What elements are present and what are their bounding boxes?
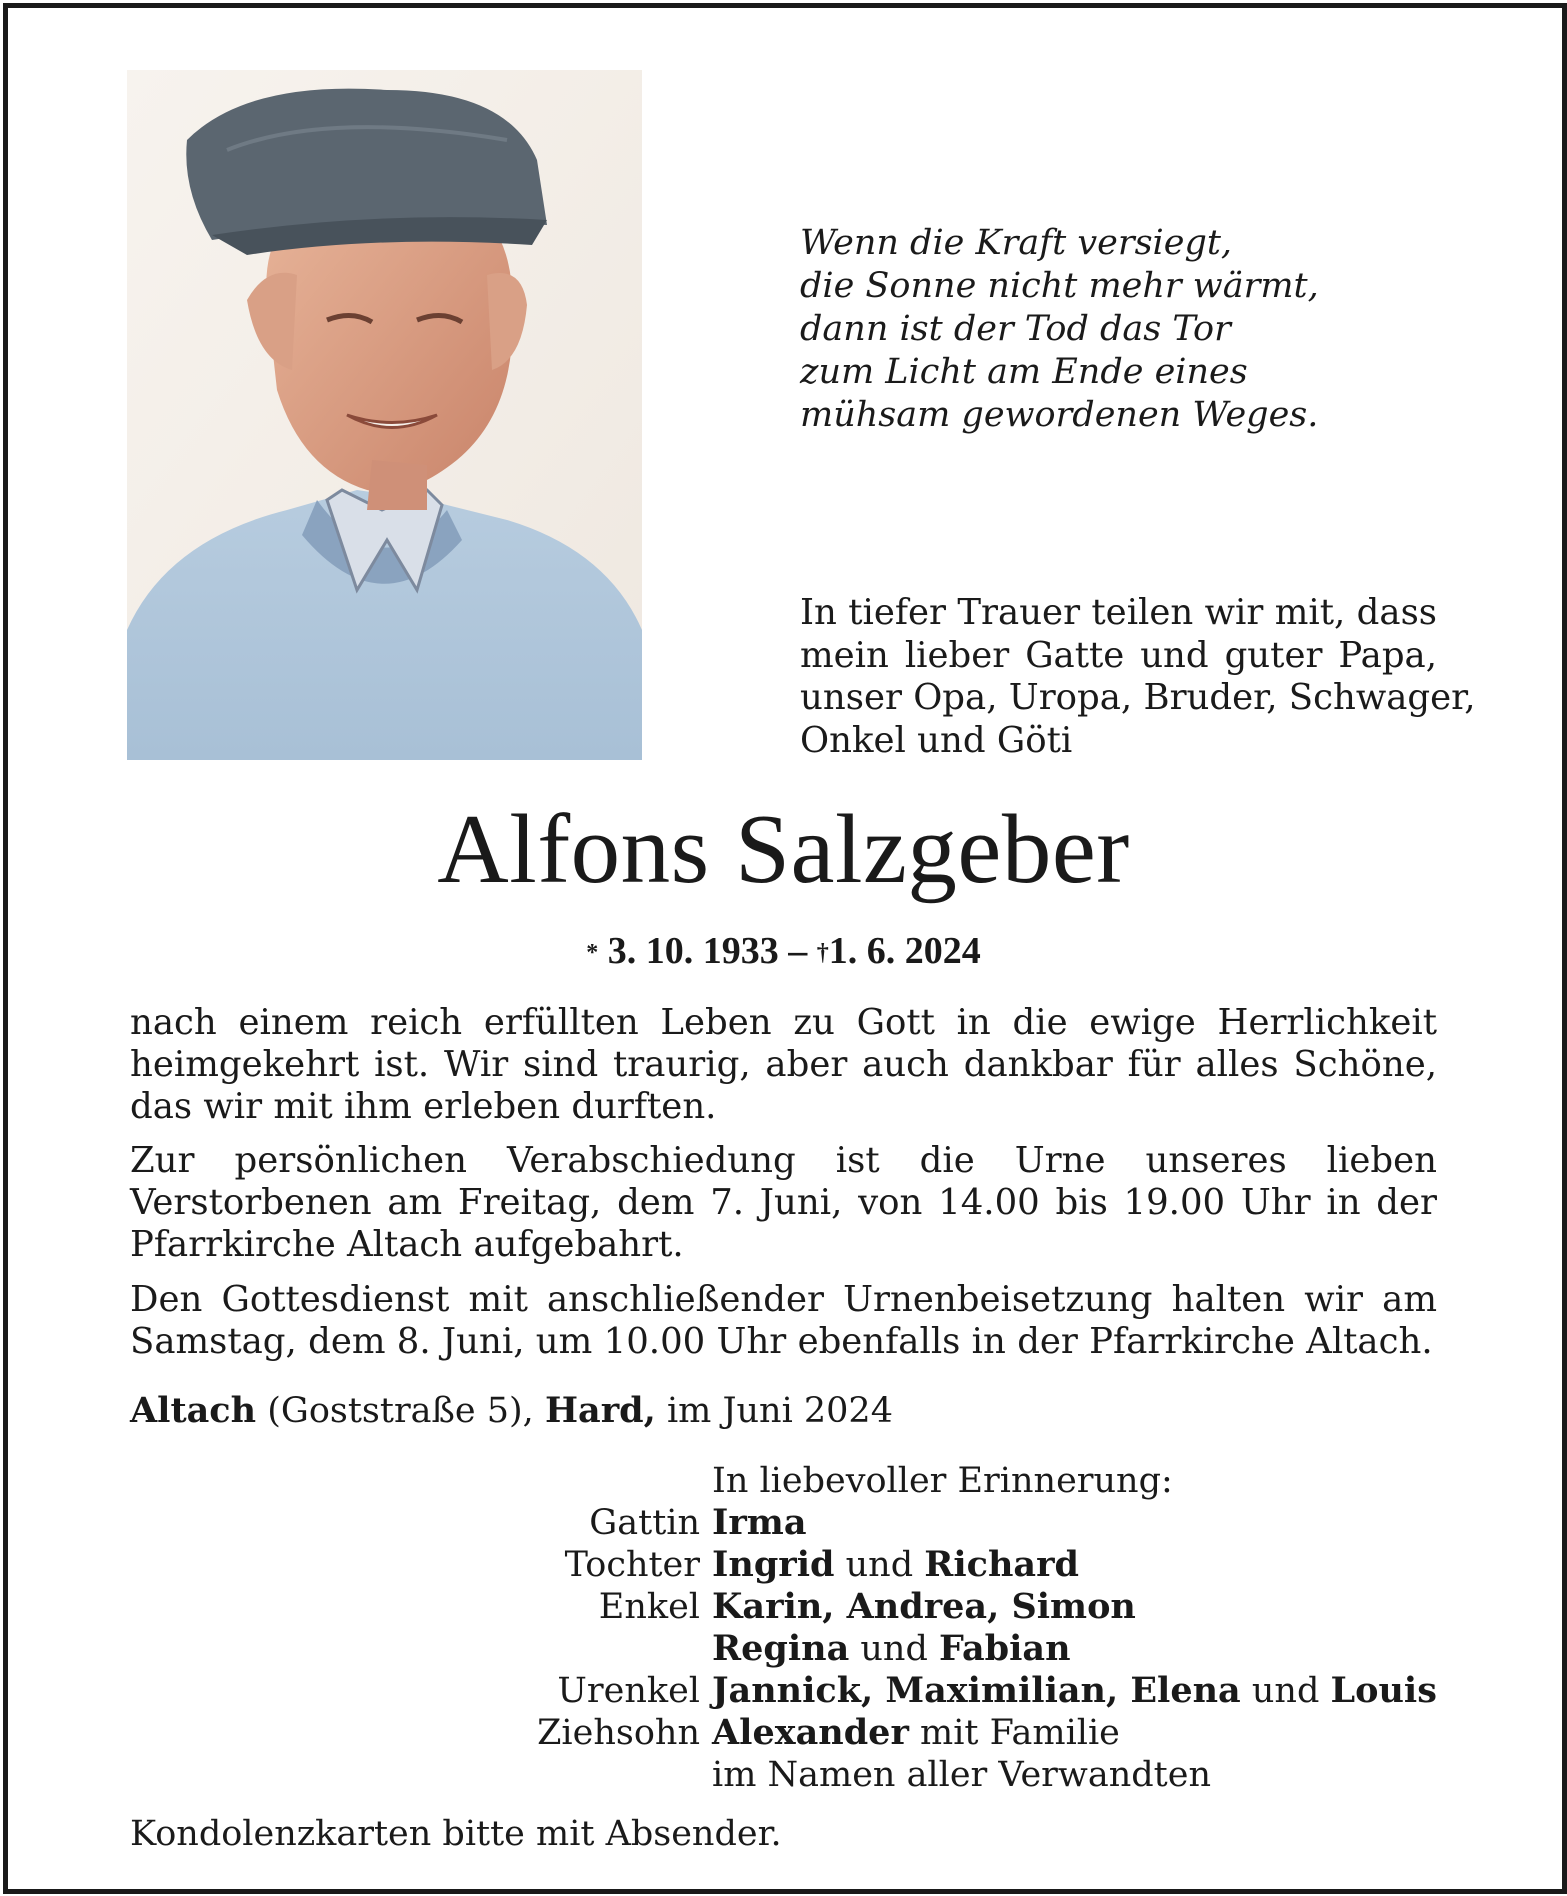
person-name: Fabian xyxy=(939,1628,1071,1669)
portrait-illustration xyxy=(127,70,642,760)
relation-names xyxy=(712,1670,1437,1712)
relation-label: Tochter xyxy=(564,1545,700,1585)
portrait-photo xyxy=(127,70,642,760)
intro-line: In tiefer Trauer teilen wir mit, dass xyxy=(800,592,1437,633)
town-hard: Hard, xyxy=(544,1390,656,1431)
conjunction: und xyxy=(845,1545,914,1585)
town-altach: Altach xyxy=(130,1390,257,1431)
poem-line: mühsam gewordenen Weges. xyxy=(800,395,1319,435)
relation-label: Ziehsohn xyxy=(537,1713,700,1753)
intro-line: mein lieber Gatte und guter Papa, xyxy=(800,634,1437,676)
relation-names xyxy=(712,1628,1071,1670)
intro-line: Onkel und Göti xyxy=(800,719,1073,761)
family-closing: im Namen aller Verwandten xyxy=(712,1755,1211,1795)
person-name: Louis xyxy=(1330,1670,1437,1711)
poem xyxy=(800,222,1500,437)
conjunction: und xyxy=(860,1629,928,1669)
relation-label: Gattin xyxy=(589,1503,700,1543)
relation-label: Urenkel xyxy=(557,1671,700,1711)
birth-date: 3. 10. 1933 xyxy=(607,930,779,972)
person-name: Irma xyxy=(712,1502,807,1543)
month-year: im Juni 2024 xyxy=(666,1391,893,1431)
announcement-intro xyxy=(800,592,1476,762)
intro-line: unser Opa, Uropa, Bruder, Schwager, xyxy=(800,677,1476,718)
address: (Goststraße 5), xyxy=(267,1391,534,1431)
relation-names xyxy=(712,1544,1079,1586)
life-dates xyxy=(0,927,1567,975)
poem-line: dann ist der Tod das Tor xyxy=(800,309,1231,349)
family-heading: In liebevoller Erinnerung: xyxy=(712,1461,1173,1501)
poem-line: die Sonne nicht mehr wärmt, xyxy=(800,266,1319,306)
paragraph-passing: nach einem reich erfüllten Leben zu Gott in die ewige Herrlichkeit heimgekehrt ist. Wir sind traurig, aber auch dankbar für alles Schöne, das wir mit ihm erleben durften. xyxy=(130,1002,1437,1127)
person-name: Richard xyxy=(924,1544,1080,1585)
conjunction: und xyxy=(1251,1671,1320,1711)
birth-symbol: * xyxy=(586,940,599,966)
relation-label: Enkel xyxy=(598,1587,700,1627)
person-names: Karin, Andrea, Simon xyxy=(712,1586,1136,1627)
person-name: Alexander xyxy=(712,1712,909,1753)
death-date: 1. 6. 2024 xyxy=(828,930,981,972)
death-symbol: † xyxy=(816,940,829,966)
person-name: Regina xyxy=(712,1628,850,1669)
place-and-date xyxy=(130,1390,893,1432)
relation-names xyxy=(712,1712,1120,1754)
paragraph-farewell: Zur persönlichen Verabschiedung ist die Urne unseres lieben Verstorbenen am Freitag, dem 7. Juni, von 14.00 bis 19.00 Uhr in der Pfarrkirche Altach aufgebahrt. xyxy=(130,1140,1437,1265)
person-names: Jannick, Maximilian, Elena xyxy=(712,1670,1241,1711)
paragraph-service: Den Gottesdienst mit anschließender Urnenbeisetzung halten wir am Samstag, dem 8. Juni, um 10.00 Uhr ebenfalls in der Pfarrkirche Altach. xyxy=(130,1279,1437,1362)
condolence-note: Kondolenzkarten bitte mit Absender. xyxy=(130,1814,782,1854)
relation-names xyxy=(712,1586,1136,1628)
poem-line: zum Licht am Ende eines xyxy=(800,352,1248,392)
poem-line: Wenn die Kraft versiegt, xyxy=(800,223,1233,263)
date-separator: – xyxy=(788,930,808,972)
relation-names xyxy=(712,1502,807,1544)
name-suffix: mit Familie xyxy=(920,1713,1120,1753)
person-name: Ingrid xyxy=(712,1544,835,1585)
deceased-name: Alfons Salzgeber xyxy=(437,795,1130,904)
